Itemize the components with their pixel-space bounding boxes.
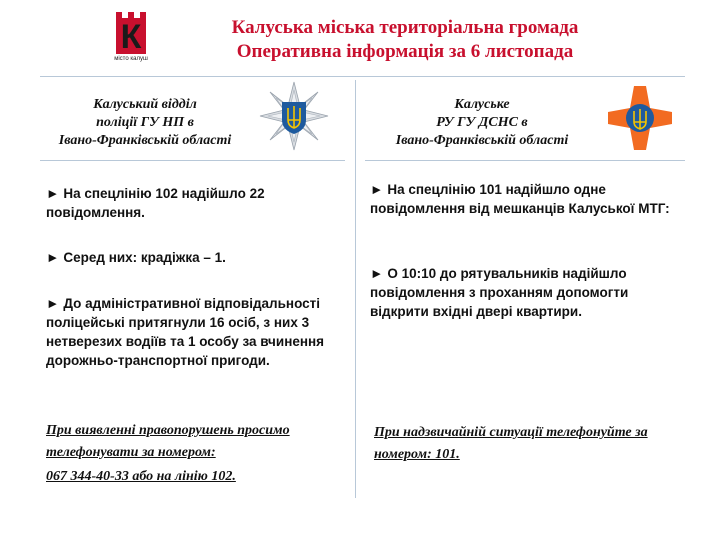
- police-unit-line-3: Івано-Франківській області: [58, 133, 232, 148]
- column-divider: [355, 80, 356, 498]
- dsns-unit-line-3: Івано-Франківській області: [395, 133, 569, 148]
- police-info-2-text: Серед них: крадіжка – 1.: [63, 250, 226, 265]
- title-line-2: Оперативна інформація за 6 листопада: [236, 41, 574, 62]
- city-logo: [112, 12, 150, 70]
- dsns-unit-name: [362, 96, 602, 150]
- dsns-unit-line-1: Калуське: [454, 97, 510, 112]
- police-info-3-text: До адміністративної відповідальності поліцейські притягнули 16 осіб, з них 3 нетверезих водіїв та 1 особу за вчинення дорожньо-транспортної пригоди.: [46, 296, 325, 368]
- dsns-contact-note: При надзвичайній ситуації телефонуйте за номером: 101.: [374, 425, 648, 462]
- dsns-contact: [374, 422, 674, 466]
- dsns-info-1: [370, 180, 670, 218]
- bullet-arrow: ►: [46, 250, 60, 265]
- dsns-info-1-text: На спецлінію 101 надійшло одне повідомлення від мешканців Калуської МТГ:: [370, 182, 670, 216]
- police-contact-note: При виявленні правопорушень просимо телефонувати за номером:: [46, 423, 290, 460]
- police-contact-phone: 067 344-40-33 або на лінію 102.: [46, 469, 236, 484]
- logo-letter: К: [120, 18, 142, 56]
- police-info-2: [46, 248, 346, 267]
- dsns-info-2: [370, 264, 670, 321]
- right-unit-divider: [365, 160, 685, 161]
- police-star-icon: [258, 80, 330, 152]
- dsns-info-2-text: О 10:10 до рятувальників надійшло повідомлення з проханням допомогти відкрити вхідні двері квартири.: [370, 266, 629, 319]
- police-info-1: [46, 184, 346, 222]
- police-info-3: [46, 294, 346, 370]
- header-divider: [40, 76, 685, 77]
- police-unit-name: [30, 96, 260, 150]
- police-unit-line-2: поліції ГУ НП в: [96, 115, 194, 130]
- dsns-cross-icon: [604, 82, 676, 154]
- bullet-arrow: ►: [46, 296, 60, 311]
- police-unit-line-1: Калуський відділ: [93, 97, 197, 112]
- bullet-arrow: ►: [370, 266, 384, 281]
- logo-caption: місто калуш: [114, 56, 148, 62]
- title-line-1: Калуська міська територіальна громада: [231, 17, 579, 38]
- police-contact: [46, 420, 346, 488]
- left-unit-divider: [40, 160, 345, 161]
- police-info-1-text: На спецлінію 102 надійшло 22 повідомлення.: [46, 186, 265, 220]
- bullet-arrow: ►: [370, 182, 384, 197]
- bullet-arrow: ►: [46, 186, 60, 201]
- dsns-unit-line-2: РУ ГУ ДСНС в: [436, 115, 528, 130]
- page-title: [170, 16, 640, 64]
